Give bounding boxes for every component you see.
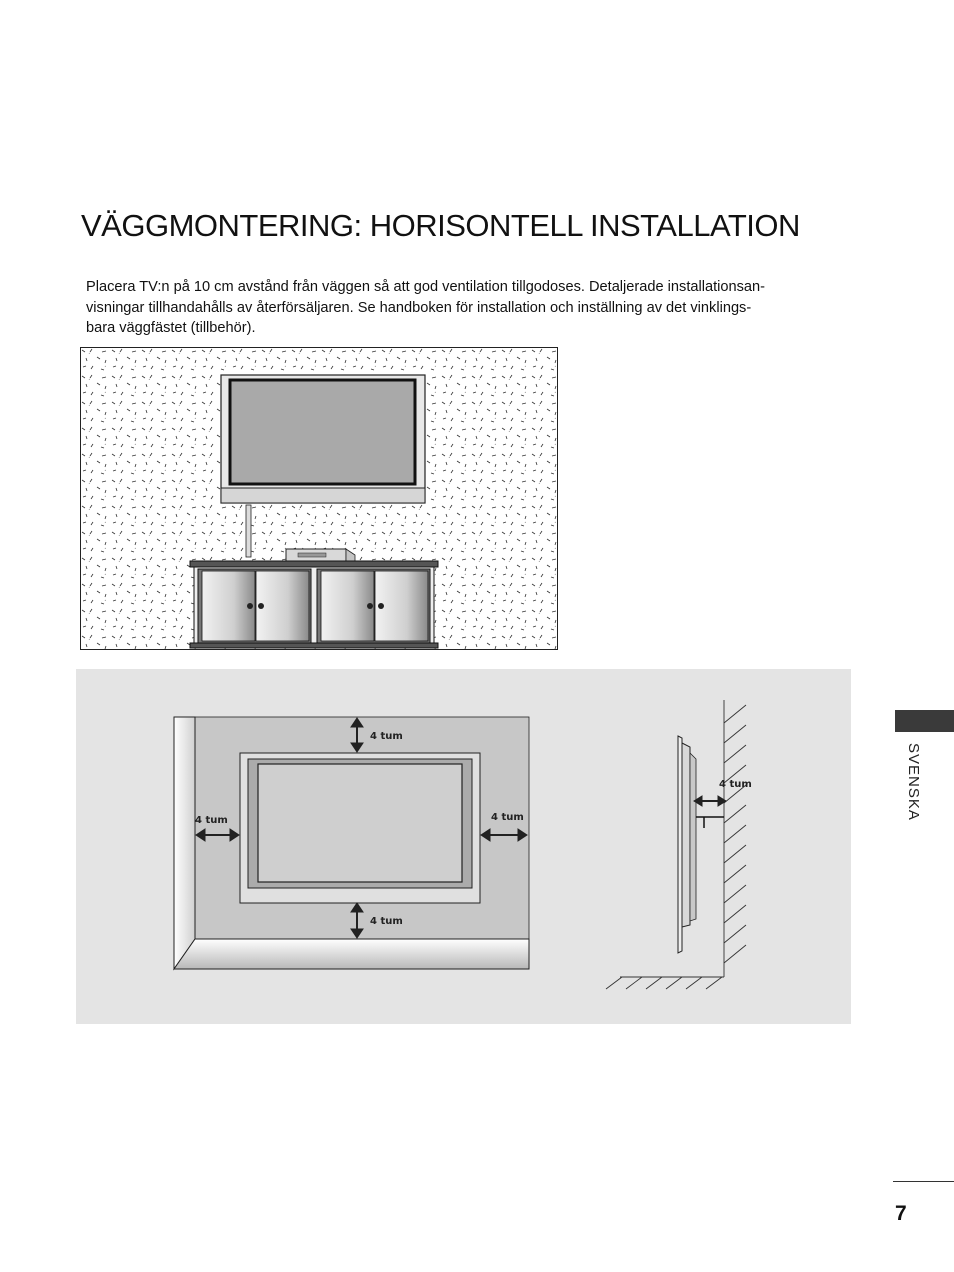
intro-paragraph xyxy=(86,277,806,339)
tv-side-profile xyxy=(678,736,696,953)
wall-mounted-tv-illustration xyxy=(80,347,558,650)
arrow-side xyxy=(694,796,726,806)
front-clearance-diagram xyxy=(170,713,532,973)
language-label: SVENSKA xyxy=(905,743,922,821)
page-number-rule xyxy=(893,1181,954,1182)
cable xyxy=(246,505,251,557)
label-bottom: 4 tum xyxy=(370,916,403,927)
side-clearance-diagram xyxy=(604,697,752,993)
page-number: 7 xyxy=(895,1202,907,1225)
intro-line: bara väggfästet (tillbehör). xyxy=(86,320,256,336)
label-left: 4 tum xyxy=(195,815,228,826)
wall-hatching xyxy=(724,700,746,977)
label-side: 4 tum xyxy=(719,779,752,790)
page-title: VÄGGMONTERING: HORISONTELL INSTALLATION xyxy=(81,208,800,243)
language-tab-marker xyxy=(895,710,954,732)
label-right: 4 tum xyxy=(491,812,524,823)
label-top: 4 tum xyxy=(370,731,403,742)
tv-front xyxy=(240,753,480,903)
cabinet xyxy=(190,561,438,648)
floor-hatching xyxy=(606,977,724,989)
wall-bracket xyxy=(696,817,724,828)
intro-line: visningar tillhandahålls av återförsäljaren. Se handboken för installation och inställning av det vinklings- xyxy=(86,299,752,316)
vcr xyxy=(286,549,355,562)
intro-line: Placera TV:n på 10 cm avstånd från väggen så att god ventilation tillgodoses. Detaljerade installationsan- xyxy=(86,279,766,295)
tv-set xyxy=(221,375,425,503)
